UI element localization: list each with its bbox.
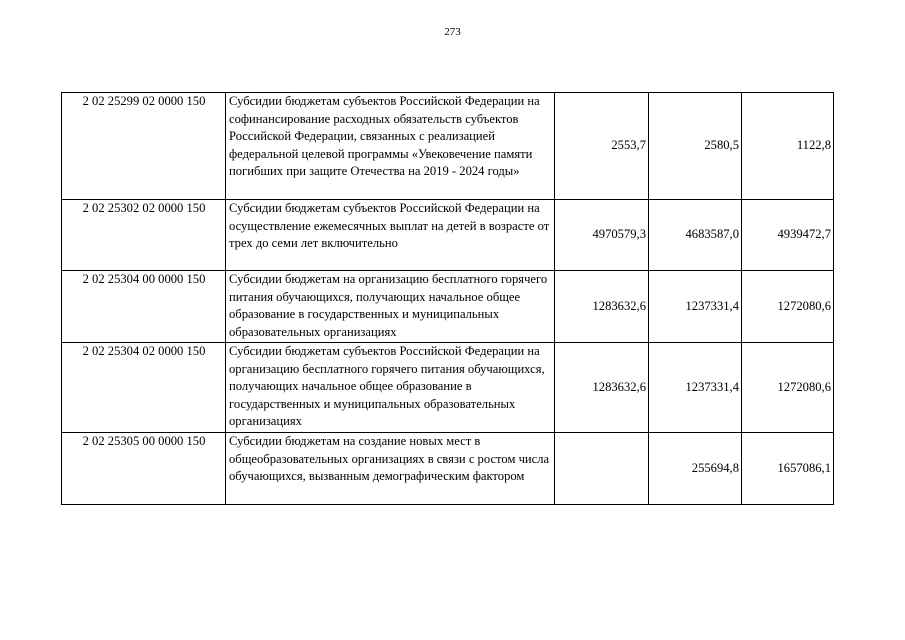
description-cell: Субсидии бюджетам субъектов Российской Федерации на организацию бесплатного горячего питания обучающихся, получающих начальное общее образование в государственных и муниципальных образовательных организациях bbox=[226, 343, 555, 433]
value-cell-3: 4939472,7 bbox=[742, 200, 834, 271]
value-cell-2: 1237331,4 bbox=[649, 271, 742, 343]
value-cell-1: 2553,7 bbox=[555, 93, 649, 200]
value-cell-1 bbox=[555, 433, 649, 505]
description-cell: Субсидии бюджетам субъектов Российской Федерации на софинансирование расходных обязательств субъектов Российской Федерации, связанных с реализацией федеральной целевой программы «Увековечение памяти погибших при защите Отечества на 2019 - 2024 годы» bbox=[226, 93, 555, 200]
description-cell: Субсидии бюджетам на создание новых мест в общеобразовательных организациях в связи с ростом числа обучающихся, вызванным демографическим фактором bbox=[226, 433, 555, 505]
value-cell-3: 1272080,6 bbox=[742, 343, 834, 433]
table-row bbox=[62, 343, 834, 433]
value-cell-3: 1272080,6 bbox=[742, 271, 834, 343]
description-cell: Субсидии бюджетам субъектов Российской Федерации на осуществление ежемесячных выплат на детей в возрасте от трех до семи лет включительно bbox=[226, 200, 555, 271]
value-cell-3: 1122,8 bbox=[742, 93, 834, 200]
value-cell-1: 1283632,6 bbox=[555, 271, 649, 343]
page-number: 273 bbox=[444, 26, 461, 38]
value-cell-2: 255694,8 bbox=[649, 433, 742, 505]
budget-code-cell: 2 02 25302 02 0000 150 bbox=[62, 200, 226, 271]
value-cell-2: 2580,5 bbox=[649, 93, 742, 200]
budget-code-cell: 2 02 25304 02 0000 150 bbox=[62, 343, 226, 433]
value-cell-2: 4683587,0 bbox=[649, 200, 742, 271]
budget-code-cell: 2 02 25299 02 0000 150 bbox=[62, 93, 226, 200]
budget-code-cell: 2 02 25305 00 0000 150 bbox=[62, 433, 226, 505]
value-cell-2: 1237331,4 bbox=[649, 343, 742, 433]
table-row bbox=[62, 93, 834, 200]
value-cell-3: 1657086,1 bbox=[742, 433, 834, 505]
table-row bbox=[62, 433, 834, 505]
value-cell-1: 1283632,6 bbox=[555, 343, 649, 433]
budget-code-cell: 2 02 25304 00 0000 150 bbox=[62, 271, 226, 343]
description-cell: Субсидии бюджетам на организацию бесплатного горячего питания обучающихся, получающих начальное общее образование в государственных и муниципальных образовательных организациях bbox=[226, 271, 555, 343]
table-row bbox=[62, 200, 834, 271]
value-cell-1: 4970579,3 bbox=[555, 200, 649, 271]
table-row bbox=[62, 271, 834, 343]
budget-table bbox=[61, 92, 834, 505]
